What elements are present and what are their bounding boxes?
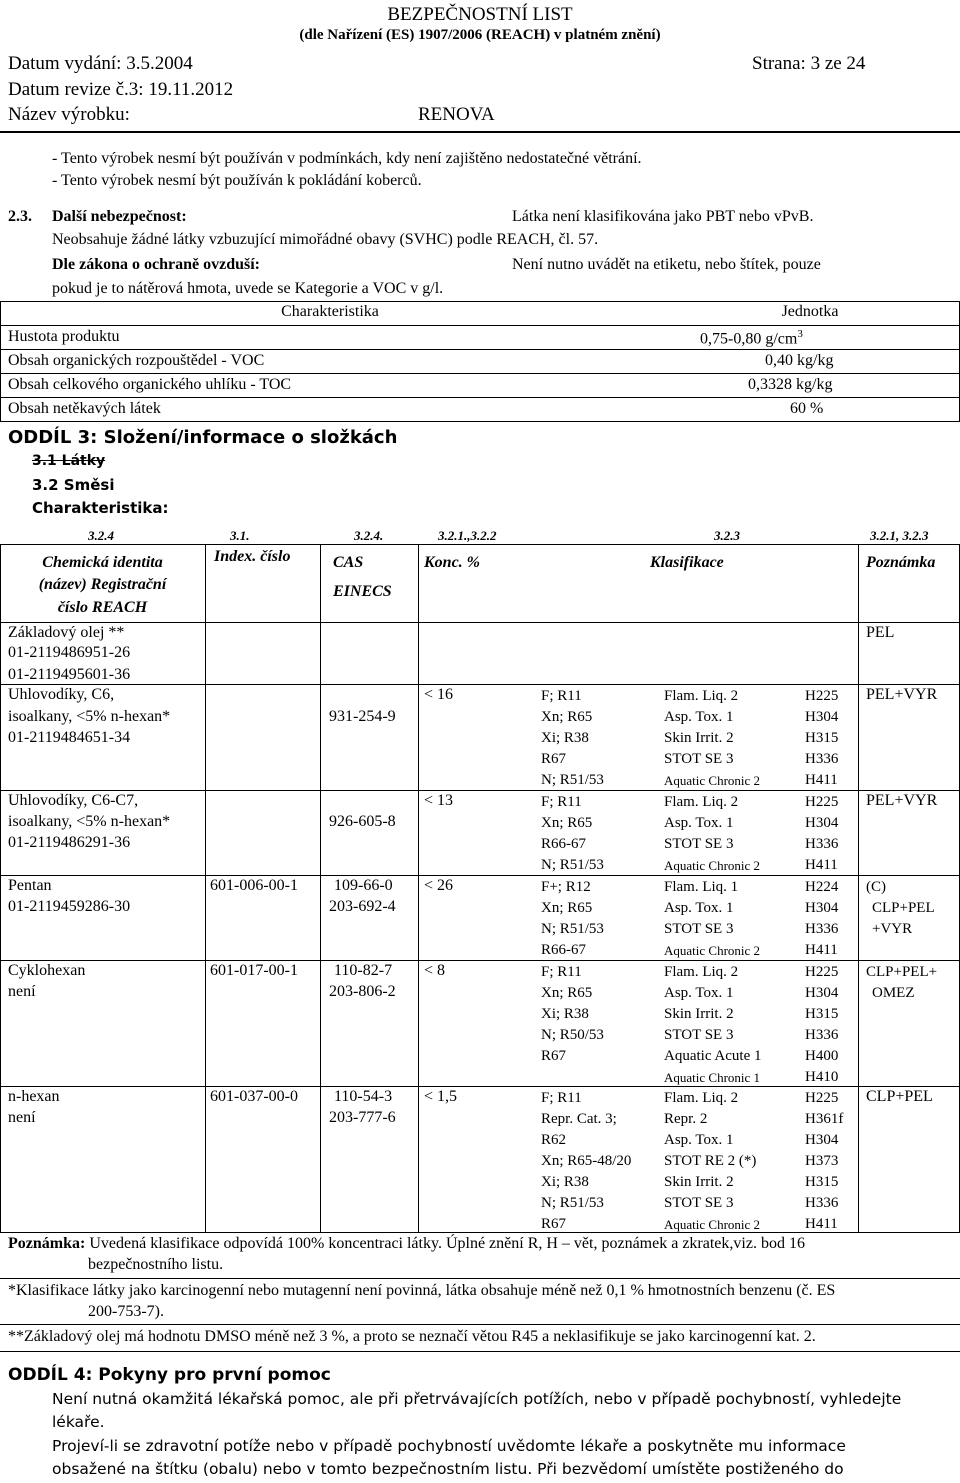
air-law-line-2: pokud je to nátěrová hmota, uvede se Kategorie a VOC v g/l. <box>52 280 444 297</box>
row2-name-3: 01-2119486291-36 <box>8 834 131 851</box>
row3-classification: Flam. Liq. 1 Asp. Tox. 1 STOT SE 3 Aquatic Chronic 2 <box>664 879 761 958</box>
row3-r-phrases: F+; R12 Xn; R65 N; R51/53 R66-67 <box>541 879 604 958</box>
row1-note: PEL+VYR <box>866 686 938 703</box>
ref-cas: 3.2.4. <box>354 528 384 543</box>
intro-line-2: - Tento výrobek nesmí být používán k pokládání koberců. <box>52 172 422 189</box>
ref-index: 3.1. <box>230 528 250 543</box>
row5-classification: Flam. Liq. 2 Repr. 2 Asp. Tox. 1 STOT RE 2 (*) Skin Irrit. 2 STOT SE 3 Aquatic Chronic 2 <box>664 1090 761 1232</box>
row4-cas: 110-82-7 <box>334 962 393 979</box>
row3-name-2: 01-2119459286-30 <box>8 898 131 915</box>
row0-name-2: 01-2119486951-26 <box>8 644 131 661</box>
head-konc: Konc. % <box>424 554 480 571</box>
row2-note: PEL+VYR <box>866 792 938 809</box>
row5-index: 601-037-00-0 <box>210 1088 298 1105</box>
char-head-unit: Jednotka <box>781 303 839 320</box>
row1-name-3: 01-2119484651-34 <box>8 729 131 746</box>
section-3-1-heading: 3.1 Látky <box>32 453 106 469</box>
page-number: Strana: 3 ze 24 <box>752 53 866 74</box>
ref-konc: 3.2.1.,3.2.2 <box>438 528 497 543</box>
row1-name-1: Uhlovodíky, C6, <box>8 686 115 703</box>
row4-classification: Flam. Liq. 2 Asp. Tox. 1 Skin Irrit. 2 STOT SE 3 Aquatic Acute 1 Aquatic Chronic 1 <box>664 964 762 1085</box>
row2-name-1: Uhlovodíky, C6-C7, <box>8 792 139 809</box>
classification-note: Poznámka: Uvedená klasifikace odpovídá 100% koncentraci látky. Úplné znění R, H – vět, poznámek a zkratek,viz. bod 16 <box>8 1235 805 1252</box>
header-divider <box>0 131 960 133</box>
head-einecs: EINECS <box>333 583 392 600</box>
head-index: Index. číslo <box>214 548 291 565</box>
row4-name-1: Cyklohexan <box>8 962 86 979</box>
row5-note: CLP+PEL <box>866 1088 933 1105</box>
row2-r-phrases: F; R11 Xn; R65 R66-67 N; R51/53 <box>541 794 604 873</box>
row4-name-2: není <box>8 983 36 1000</box>
composition-table <box>0 520 960 1233</box>
char-row-value: 0,40 kg/kg <box>765 352 834 369</box>
section-4-title: ODDÍL 4: Pokyny pro první pomoc <box>8 1365 331 1385</box>
first-aid-paragraph-2-line-2: obsažené na štítku (obalu) nebo v tomto bezpečnostním listu. Při bezvědomí umístěte postiženého do <box>52 1460 844 1478</box>
row1-konc: < 16 <box>424 686 454 703</box>
carcinogen-note-line-2: 200-753-7). <box>88 1303 164 1320</box>
row2-konc: < 13 <box>424 792 454 809</box>
char-row-value: 0,3328 kg/kg <box>748 376 833 393</box>
document-subtitle: (dle Nařízení (ES) 1907/2006 (REACH) v platném znění) <box>299 27 661 43</box>
row2-name-2: isoalkany, <5% n-hexan* <box>8 813 171 830</box>
row3-note: (C) CLP+PEL +VYR <box>866 879 935 937</box>
row1-r-phrases: F; R11 Xn; R65 Xi; R38 R67 N; R51/53 <box>541 688 604 788</box>
row5-konc: < 1,5 <box>424 1088 458 1105</box>
head-poznamka: Poznámka <box>866 554 936 571</box>
first-aid-paragraph-1-line-2: lékaře. <box>52 1413 105 1431</box>
section-3-title: ODDÍL 3: Složení/informace o složkách <box>8 427 398 448</box>
row3-index: 601-006-00-1 <box>210 877 298 894</box>
row4-einecs: 203-806-2 <box>329 983 396 1000</box>
section-2-3-label: Další nebezpečnost: <box>52 208 187 225</box>
row5-name-1: n-hexan <box>8 1088 60 1105</box>
ref-klas: 3.2.3 <box>714 528 740 543</box>
characteristics-heading: Charakteristika: <box>32 499 169 517</box>
section-2-3-number: 2.3. <box>8 208 32 225</box>
air-law-value: Není nutno uvádět na etiketu, nebo štítek, pouze <box>512 256 821 273</box>
head-identity-1: Chemická identita <box>42 554 163 571</box>
char-row-label: Obsah netěkavých látek <box>8 400 161 417</box>
char-row-value: 60 % <box>790 400 824 417</box>
row1-einecs: 931-254-9 <box>329 708 396 725</box>
row3-einecs: 203-692-4 <box>329 898 396 915</box>
row4-index: 601-017-00-1 <box>210 962 298 979</box>
row5-r-phrases: F; R11 Repr. Cat. 3; R62 Xn; R65-48/20 Xi; R38 N; R51/53 R67 <box>541 1090 632 1232</box>
row2-h-phrases: H225 H304 H336 H411 <box>805 794 839 873</box>
section-3-2-heading: 3.2 Směsi <box>32 476 115 494</box>
row2-classification: Flam. Liq. 2 Asp. Tox. 1 STOT SE 3 Aquatic Chronic 2 <box>664 794 761 873</box>
char-head-characteristic: Charakteristika <box>281 303 379 320</box>
char-row-label: Hustota produktu <box>8 328 120 345</box>
row5-cas: 110-54-3 <box>334 1088 393 1105</box>
head-identity-3: číslo REACH <box>57 599 148 616</box>
row0-name-1: Základový olej ** <box>8 624 125 641</box>
row0-name-3: 01-2119495601-36 <box>8 666 131 683</box>
document-title: BEZPEČNOSTNÍ LIST <box>387 4 573 25</box>
carcinogen-note: *Klasifikace látky jako karcinogenní nebo mutagenní není povinná, látka obsahuje méně než 0,1 % hmotnostních benzenu (č. ES <box>8 1282 836 1299</box>
row0-note: PEL <box>866 624 895 641</box>
row5-name-2: není <box>8 1109 36 1126</box>
row5-einecs: 203-777-6 <box>329 1109 396 1126</box>
row4-r-phrases: F; R11 Xn; R65 Xi; R38 N; R50/53 R67 <box>541 964 604 1064</box>
row2-einecs: 926-605-8 <box>329 813 396 830</box>
air-law-label: Dle zákona o ochraně ovzduší: <box>52 256 260 273</box>
issue-date: Datum vydání: 3.5.2004 <box>8 53 193 74</box>
intro-line-1: - Tento výrobek nesmí být používán v podmínkách, kdy není zajištěno nedostatečné větrání. <box>52 150 642 167</box>
ref-pozn: 3.2.1, 3.2.3 <box>870 528 929 543</box>
row1-h-phrases: H225 H304 H315 H336 H411 <box>805 688 839 788</box>
product-name: RENOVA <box>418 104 495 125</box>
revision-date: Datum revize č.3: 19.11.2012 <box>8 79 234 100</box>
row4-konc: < 8 <box>424 962 446 979</box>
base-oil-note: **Základový olej má hodnotu DMSO méně než 3 %, a proto se neznačí větou R45 a neklasifikuje se jako karcinogenní kat. 2. <box>8 1328 816 1345</box>
row1-name-2: isoalkany, <5% n-hexan* <box>8 708 171 725</box>
char-row-value: 0,75-0,80 $g/cm^3$ <box>700 328 803 348</box>
row5-h-phrases: H225 H361f H304 H373 H315 H336 H411 <box>805 1090 844 1232</box>
row3-konc: < 26 <box>424 877 454 894</box>
ref-identity: 3.2.4 <box>88 528 114 543</box>
svhc-note: Neobsahuje žádné látky vzbuzující mimořádné obavy (SVHC) podle REACH, čl. 57. <box>52 231 599 248</box>
row1-classification: Flam. Liq. 2 Asp. Tox. 1 Skin Irrit. 2 STOT SE 3 Aquatic Chronic 2 <box>664 688 761 788</box>
section-2-3-value: Látka není klasifikována jako PBT nebo vPvB. <box>512 208 814 225</box>
row4-h-phrases: H225 H304 H315 H336 H400 H410 <box>805 964 839 1085</box>
product-label: Název výrobku: <box>8 104 130 125</box>
classification-note-line-2: bezpečnostního listu. <box>88 1256 224 1273</box>
row3-h-phrases: H224 H304 H336 H411 <box>805 879 839 958</box>
head-cas: CAS <box>333 554 364 571</box>
row4-note: CLP+PEL+ OMEZ <box>866 964 938 1001</box>
char-row-label: Obsah celkového organického uhlíku - TOC <box>8 376 292 393</box>
row3-name-1: Pentan <box>8 877 52 894</box>
head-klasifikace: Klasifikace <box>650 554 724 571</box>
first-aid-paragraph-1: Není nutná okamžitá lékařská pomoc, ale při přetrvávajících potížích, nebo v případě pochybností, vyhledejte <box>52 1390 902 1408</box>
first-aid-paragraph-2: Projeví-li se zdravotní potíže nebo v případě pochybností uvědomte lékaře a poskytněte mu informace <box>52 1437 846 1455</box>
head-identity-2: (název) Registrační <box>38 576 167 593</box>
char-row-label: Obsah organických rozpouštědel - VOC <box>8 352 265 369</box>
row3-cas: 109-66-0 <box>334 877 393 894</box>
